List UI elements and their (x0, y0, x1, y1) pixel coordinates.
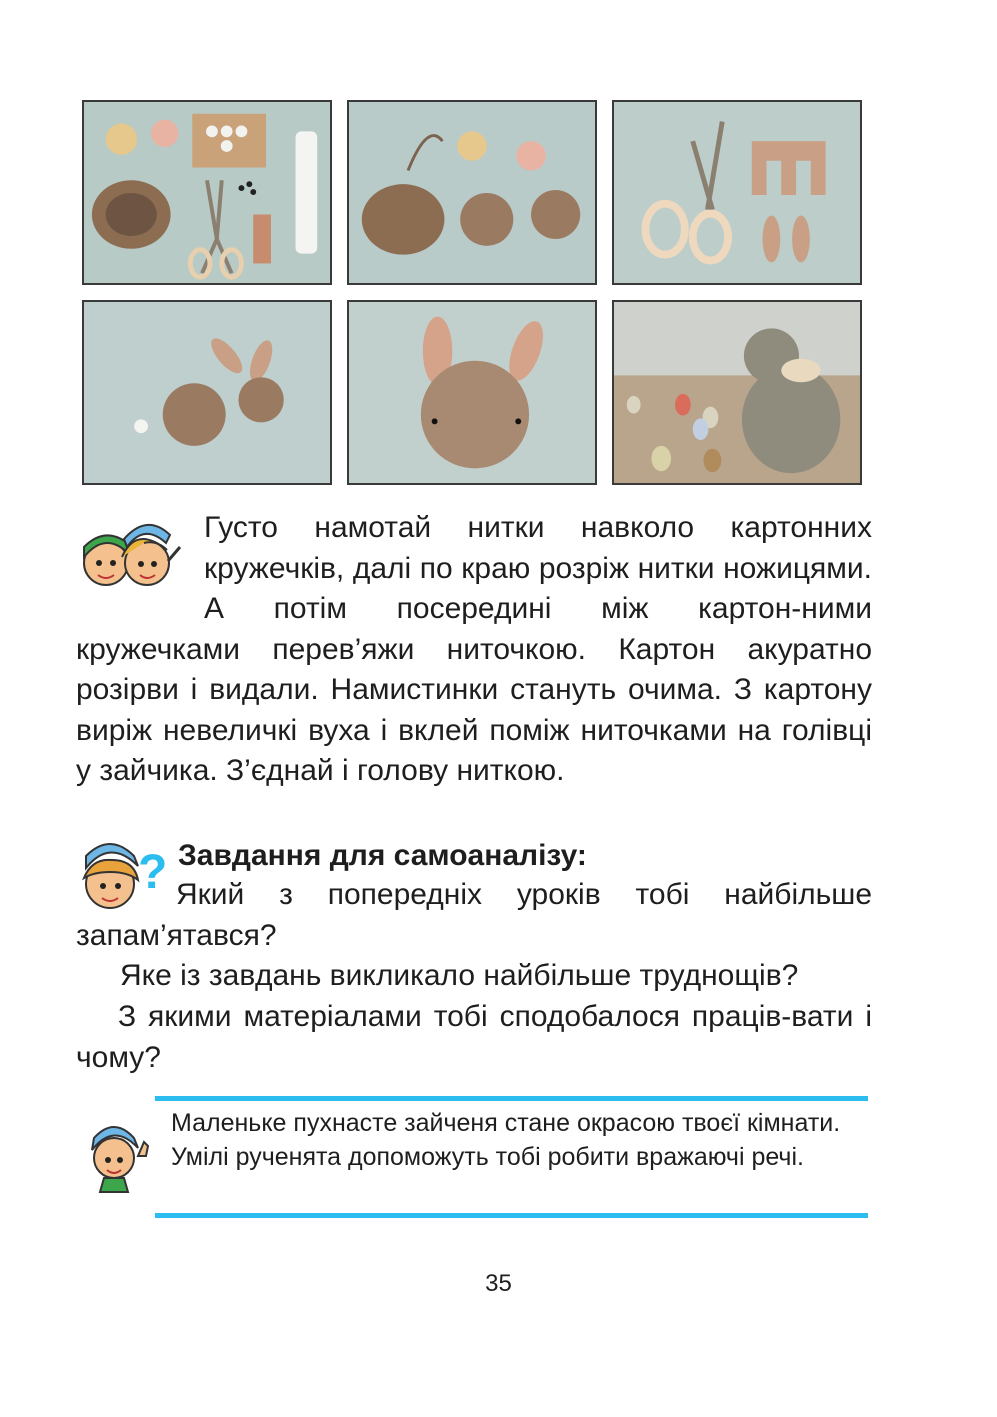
cutting-ears-photo (612, 100, 862, 285)
materials-photo (82, 100, 332, 285)
summary-bottom-rule (155, 1213, 868, 1218)
pompom-making-photo (347, 100, 597, 285)
finished-bunny-photo (612, 300, 862, 485)
self-analysis-title: Завдання для самоаналізу: (178, 839, 587, 872)
svg-text:?: ? (138, 846, 168, 899)
instructions-text: Густо намотай нитки навколо картонних кружечків, далі по краю розріж нитки ножицями. А потім посередині між картон-ними кружечками перев’яжи ниточкою. Картон акуратно розірви і видали. Намистинки стануть очима. З картону виріж невеличкі вуха і вклей поміж ниточками на голівці у зайчика. З’єднай і голову ниткою. (76, 511, 872, 787)
kid-thumbs-up-icon (82, 1116, 154, 1194)
bunny-head-photo (347, 300, 597, 485)
self-analysis-question-2: Яке із завдань викликало найбільше труднощів? (120, 959, 799, 992)
pompom-parts-photo (82, 300, 332, 485)
summary-top-rule (155, 1096, 868, 1101)
photo-grid (82, 100, 864, 485)
self-analysis-question-1: Який з попередніх уроків тобі найбільше запам’ятався? (76, 878, 872, 952)
summary-box (155, 1096, 868, 1218)
page-number: 35 (485, 1270, 512, 1297)
summary-text: Маленьке пухнасте зайченя стане окрасою твоєї кімнати. Умілі рученята допоможуть тобі робити вражаючі речі. (171, 1109, 841, 1171)
self-analysis-question-3: З якими матеріалами тобі сподобалося праців-вати і чому? (76, 1000, 872, 1074)
